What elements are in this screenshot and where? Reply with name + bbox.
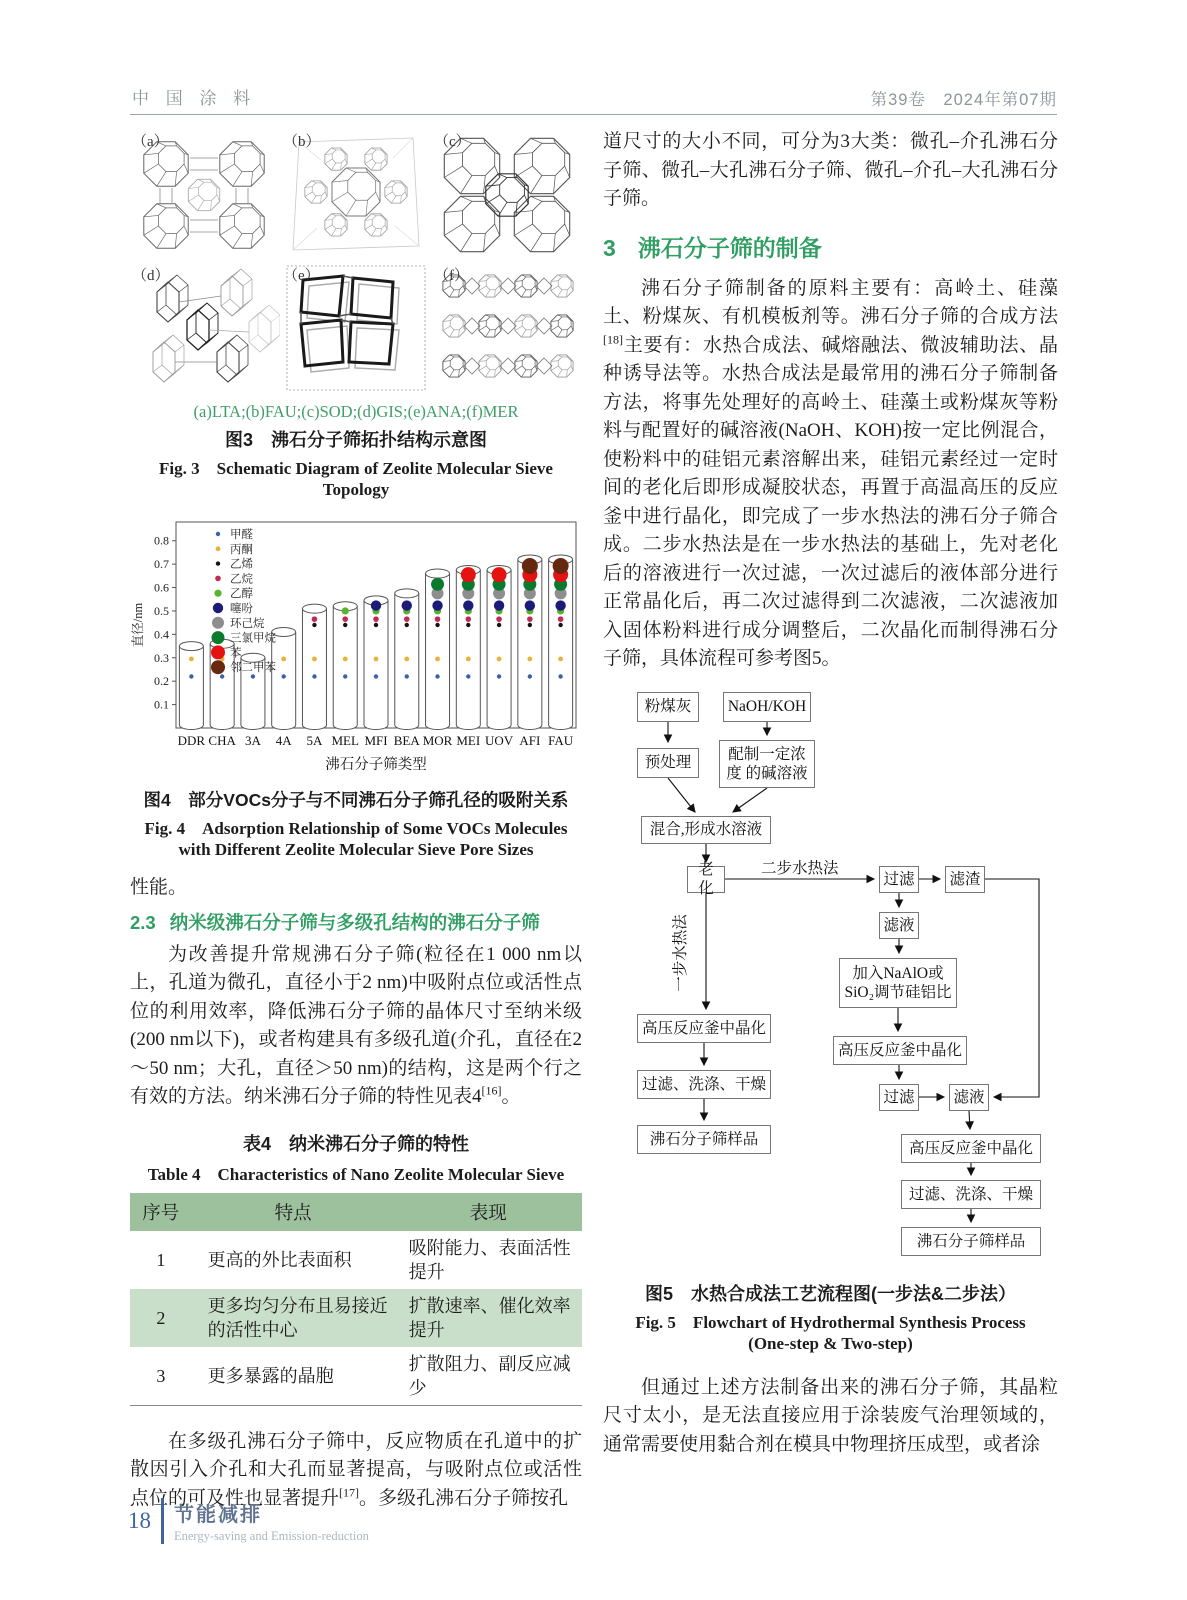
node-sample-left: 沸石分子筛样品 (637, 1125, 771, 1154)
cell-1-index: 1 (156, 1249, 166, 1270)
right-column (603, 128, 1058, 1459)
svg-text:MOR: MOR (422, 733, 453, 748)
footer-column-zh: 节能减排 (174, 1504, 262, 1526)
svg-text:邻二甲苯: 邻二甲苯 (230, 662, 276, 675)
para-2-3-text: 为改善提升常规沸石分子筛(粒径在1 000 nm以上，孔道为微孔，直径小于2 nm)中吸附点位或活性点位的利用效率，降低沸石分子筛的晶体尺寸至纳米级(200 nm以下)，或者构建具有多级孔道(介孔，直径在2～50 nm；大孔，直径＞50 nm)的结构，这是两个行之有效的方法。纳米沸石分子筛的特性见表4 (130, 943, 582, 1107)
fig5-caption-en-2: (One-step & Two-step) (748, 1333, 913, 1353)
svg-text:DDR: DDR (177, 733, 206, 748)
cell-3-performance: 扩散阻力、副反应减少 (408, 1353, 571, 1398)
fig4-caption-en-2: with Different Zeolite Molecular Sieve Pore Sizes (178, 840, 534, 859)
node-naoh-koh: NaOH/KOH (723, 692, 811, 722)
para-right-top: 道尺寸的大小不同，可分为3大类：微孔–介孔沸石分子筛、微孔–大孔沸石分子筛、微孔–介孔–大孔沸石分子筛。 (603, 131, 1058, 209)
fig3-caption-zh: 图3 沸石分子筛拓扑结构示意图 (224, 430, 487, 450)
svg-text:三氯甲烷: 三氯甲烷 (230, 632, 276, 645)
para-3 (603, 275, 1058, 674)
svg-text:0.1: 0.1 (154, 697, 169, 712)
fig4-chart (130, 512, 582, 778)
para-2-3-end: 。 (501, 1086, 521, 1107)
journal-name: 中 国 涂 料 (132, 89, 257, 108)
svg-text:FAU: FAU (548, 733, 574, 748)
table-row (130, 1231, 582, 1289)
section-2-3-number: 2.3 (130, 911, 156, 933)
svg-text:MEI: MEI (456, 733, 481, 748)
svg-text:0.7: 0.7 (154, 557, 169, 572)
node-aging: 老化 (687, 866, 725, 893)
node-crystallize-b1: 高压反应釜中晶化 (833, 1036, 967, 1065)
cell-2-index: 2 (156, 1307, 166, 1328)
page-number: 18 (128, 1508, 151, 1533)
svg-text:环己烷: 环己烷 (230, 617, 265, 630)
fig3-caption-en-1: Fig. 3 Schematic Diagram of Zeolite Molecular Sieve (159, 459, 553, 478)
svg-text:0.3: 0.3 (154, 650, 169, 665)
fig5-caption-zh: 图5 水热合成法工艺流程图(一步法&二步法） (644, 1283, 1016, 1304)
page-footer (128, 1498, 369, 1544)
fig3-label-d: （d） (132, 268, 170, 284)
node-filter-a: 过滤 (879, 866, 919, 893)
svg-text:MEL: MEL (331, 733, 359, 748)
node-crystallize-b2: 高压反应釜中晶化 (901, 1134, 1041, 1163)
fig3-label-c: （c） (434, 134, 471, 150)
fig3-structure-codes: (a)LTA;(b)FAU;(c)SOD;(d)GIS;(e)ANA;(f)MER (193, 402, 519, 421)
table4-header-index: 序号 (130, 1193, 192, 1231)
node-adjust-si-al: 加入NaAlO或 SiO₂调节硅铝比 (839, 958, 957, 1008)
node-mix: 混合,形成水溶液 (641, 816, 771, 844)
svg-text:3A: 3A (244, 733, 261, 748)
section-3-title: 沸石分子筛的制备 (637, 234, 822, 261)
svg-text:UOV: UOV (484, 733, 514, 748)
table4 (130, 1193, 582, 1406)
svg-text:5A: 5A (306, 733, 323, 748)
table4-header-feature: 特点 (192, 1193, 399, 1231)
svg-text:0.5: 0.5 (154, 603, 169, 618)
fig5-caption-en-1: Fig. 5 Flowchart of Hydrothermal Synthesis Process (635, 1312, 1026, 1332)
table4-header-row (130, 1193, 582, 1231)
node-filter-wash-dry-left: 过滤、洗涤、干燥 (637, 1070, 771, 1099)
para-fragment: 性能。 (130, 877, 188, 898)
table4-caption-zh: 表4 纳米沸石分子筛的特性 (242, 1133, 469, 1154)
footer-column-en: Energy-saving and Emission-reduction (174, 1529, 369, 1543)
svg-text:0.4: 0.4 (154, 627, 169, 642)
svg-text:沸石分子筛类型: 沸石分子筛类型 (325, 757, 427, 773)
svg-text:0.2: 0.2 (154, 674, 169, 689)
section-2-3-title: 纳米级沸石分子筛与多级孔结构的沸石分子筛 (169, 911, 540, 933)
node-fly-ash: 粉煤灰 (637, 692, 699, 722)
footer-column (161, 1498, 369, 1544)
fig3-caption-en-2: Topology (322, 480, 390, 499)
fig3-label-b: （b） (283, 134, 321, 150)
table4-caption-en: Table 4 Characteristics of Nano Zeolite Molecular Sieve (147, 1164, 565, 1184)
svg-text:BEA: BEA (393, 733, 420, 748)
figure4-chart-wrap (130, 512, 582, 783)
svg-text:0.6: 0.6 (154, 580, 169, 595)
label-one-step: 一步水热法 (672, 913, 689, 992)
fig3-panel-e (281, 262, 431, 394)
cell-3-feature: 更多暴露的晶胞 (207, 1365, 334, 1386)
svg-text:乙烷: 乙烷 (230, 573, 253, 586)
cell-2-performance: 扩散速率、催化效率提升 (408, 1295, 571, 1340)
svg-text:直径/nm: 直径/nm (131, 602, 145, 648)
section-3-number: 3 (603, 234, 616, 261)
fig3-panel-d (130, 262, 280, 394)
cell-2-feature: 更多均匀分布且易接近的活性中心 (207, 1295, 388, 1340)
node-crystallize-left: 高压反应釜中晶化 (637, 1014, 771, 1043)
svg-text:丙酮: 丙酮 (230, 543, 253, 556)
section-2-3-heading (130, 909, 582, 935)
citation-17: [17] (339, 1485, 360, 1500)
svg-text:AFI: AFI (519, 733, 541, 748)
node-pretreatment: 预处理 (637, 748, 699, 778)
para-left-bottom-text: 在多级孔沸石分子筛中，反应物质在孔道中的扩散因引入介孔和大孔而显著提高，与吸附点位或活性点位的可及性也显著提升 (130, 1430, 582, 1509)
citation-18: [18] (603, 332, 623, 347)
svg-text:4A: 4A (275, 733, 292, 748)
fig4-caption-zh: 图4 部分VOCs分子与不同沸石分子筛孔径的吸附关系 (143, 790, 569, 810)
table-row (130, 1289, 582, 1347)
svg-text:乙烯: 乙烯 (230, 558, 253, 571)
volume-issue: 第39卷 2024年第07期 (870, 91, 1057, 109)
fig3-label-e: （e） (283, 268, 320, 284)
svg-text:噻吩: 噻吩 (230, 603, 253, 615)
figure5-flowchart (603, 684, 1058, 1266)
node-alkali-solution: 配制一定浓度 的碱溶液 (719, 740, 815, 788)
section-3-heading (603, 230, 1058, 263)
node-filter-wash-dry-right: 过滤、洗涤、干燥 (901, 1180, 1041, 1209)
fig3-panel-c (432, 128, 582, 260)
para-3-text: 沸石分子筛制备的原料主要有：高岭土、硅藻土、粉煤灰、有机模板剂等。沸石分子筛的合成方法 (603, 277, 1058, 327)
table4-header-performance: 表现 (399, 1193, 582, 1231)
cell-1-performance: 吸附能力、表面活性提升 (408, 1237, 571, 1282)
svg-text:0.8: 0.8 (154, 533, 169, 548)
fig3-panel-a (130, 128, 280, 260)
para-left-bottom-end: 。多级孔沸石分子筛按孔 (359, 1487, 569, 1509)
para-2-3 (130, 941, 582, 1112)
svg-text:甲醛: 甲醛 (230, 529, 253, 541)
citation-16: [16] (481, 1083, 502, 1098)
fig3-label-a: （a） (132, 134, 169, 150)
node-residue: 滤渣 (945, 866, 985, 893)
fig3-panel-b (281, 128, 431, 260)
svg-text:CHA: CHA (208, 733, 236, 748)
node-filtrate-a: 滤液 (879, 912, 919, 939)
svg-text:苯: 苯 (230, 647, 242, 660)
header-rule (130, 114, 1057, 115)
figure3-topology (130, 128, 582, 396)
table-row (130, 1347, 582, 1406)
fig3-label-f: （f） (434, 268, 469, 284)
node-filter-b: 过滤 (879, 1084, 919, 1111)
cell-3-index: 3 (156, 1365, 166, 1386)
svg-text:MFI: MFI (364, 733, 388, 748)
para-right-bottom: 但通过上述方法制备出来的沸石分子筛，其晶粒尺寸太小，是无法直接应用于涂装废气治理领域的，通常需要使用黏合剂在模具中物理挤压成型，或者涂 (603, 1376, 1058, 1455)
node-sample-right: 沸石分子筛样品 (901, 1227, 1041, 1256)
para-3-rest: 主要有：水热合成法、碱熔融法、微波辅助法、晶种诱导法等。水热合成法是最常用的沸石分子筛制备方法，将事先处理好的高岭土、硅藻土或粉煤灰等粉料与配置好的碱溶液(NaOH、KOH)按一定比例混合，使粉料中的硅铝元素溶解出来，硅铝元素经过一定时间的老化后即形成凝胶状态，再置于高温高压的反应釜中进行晶化，即完成了一步水热法的沸石分子筛合成。二步水热法是在一步水热法的基础上，先对老化后的溶液进行一次过滤，一次过滤后的液体部分进行正常晶化后，再二次过滤得到二次滤液，二次滤液加入固体粉料进行成分调整后，二次晶化而制得沸石分子筛，具体流程可参考图5。 (603, 334, 1058, 669)
fig4-caption-en-1: Fig. 4 Adsorption Relationship of Some VOCs Molecules (144, 819, 568, 838)
cell-1-feature: 更高的外比表面积 (207, 1249, 352, 1270)
node-filtrate-b: 滤液 (949, 1084, 989, 1111)
fig3-panel-f (432, 262, 582, 394)
label-two-step: 二步水热法 (761, 859, 839, 877)
left-column (130, 128, 582, 1513)
svg-text:乙醇: 乙醇 (230, 588, 253, 601)
